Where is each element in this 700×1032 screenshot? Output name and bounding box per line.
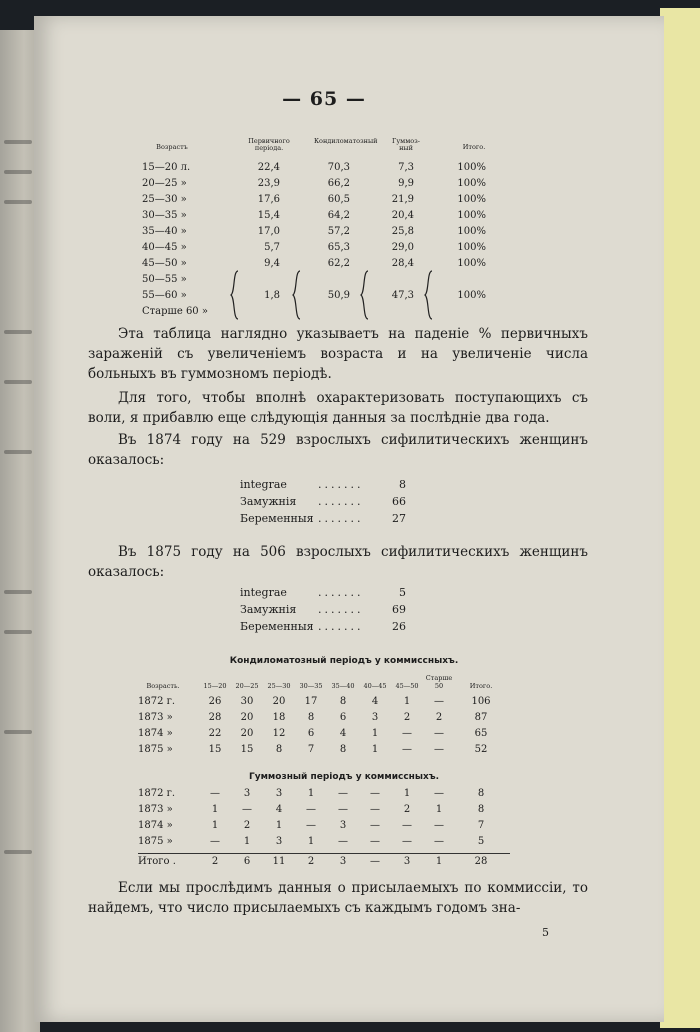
row-year: 1875 » xyxy=(138,836,173,847)
cell: — xyxy=(370,804,380,815)
paragraph-2: Для того, чтобы вполнѣ охарактеризовать поступающихъ съ воли, я прибавлю еще слѣдующія данныя за послѣдніе два года. xyxy=(88,390,588,426)
cell: 2 xyxy=(435,712,443,723)
row-total: 100% xyxy=(457,210,486,221)
item-value: 69 xyxy=(392,603,406,616)
table-row xyxy=(134,226,534,241)
cell: 1 xyxy=(243,836,251,847)
cell: 12 xyxy=(272,728,286,739)
row-total: 100% xyxy=(457,290,486,301)
row-condyloma: 57,2 xyxy=(327,226,350,237)
row-age: 50—55 » xyxy=(142,274,187,285)
cell: 1 xyxy=(435,804,443,815)
row-gumma: 47,3 xyxy=(391,290,414,301)
row-primary: 23,9 xyxy=(257,178,280,189)
cell: 30 xyxy=(240,696,254,707)
item-label: Беременныя xyxy=(240,620,314,633)
row-total: 100% xyxy=(457,226,486,237)
table-row xyxy=(138,788,558,803)
cell: 1 xyxy=(371,728,379,739)
cell: 1 xyxy=(211,804,219,815)
cell: 15 xyxy=(240,744,254,755)
row-condyloma: 66,2 xyxy=(327,178,350,189)
cell: 52 xyxy=(474,744,488,755)
table-row xyxy=(138,744,558,759)
left-brace-total xyxy=(424,270,434,320)
row-age: 15—20 л. xyxy=(142,162,191,173)
row-gumma: 9,9 xyxy=(398,178,414,189)
row-year: 1874 » xyxy=(138,728,173,739)
col-header: 35—40 xyxy=(331,682,355,690)
cell: 2 xyxy=(307,856,315,867)
row-total: 100% xyxy=(457,194,486,205)
cell: 4 xyxy=(339,728,347,739)
cell: — xyxy=(210,836,220,847)
row-age: 35—40 » xyxy=(142,226,187,237)
cell: 87 xyxy=(474,712,488,723)
cell: 6 xyxy=(339,712,347,723)
item-value: 27 xyxy=(392,512,406,525)
table-row xyxy=(134,290,534,305)
table-row xyxy=(134,274,534,289)
table2-caption: Кондиломатозный періодъ у коммиссныхъ. xyxy=(229,656,459,666)
row-primary: 17,0 xyxy=(257,226,280,237)
cell: — xyxy=(370,820,380,831)
row-condyloma: 50,9 xyxy=(327,290,350,301)
cell: 4 xyxy=(275,804,283,815)
col-header-gumma: Гуммоз-ный xyxy=(392,137,420,152)
cell: — xyxy=(370,788,380,799)
cell: — xyxy=(434,744,444,755)
paragraph-3: Въ 1874 году на 529 взрослыхъ сифилитическихъ женщинъ оказалось: xyxy=(88,432,588,468)
cell: 1 xyxy=(211,820,219,831)
cell: 2 xyxy=(211,856,219,867)
table-row xyxy=(134,162,534,177)
row-condyloma: 65,3 xyxy=(327,242,350,253)
cell: — xyxy=(434,836,444,847)
table-row xyxy=(138,712,558,727)
cell: 7 xyxy=(477,820,485,831)
row-primary: 17,6 xyxy=(257,194,280,205)
row-primary: 5,7 xyxy=(264,242,280,253)
item-label: integrae xyxy=(240,478,287,491)
cell: 20 xyxy=(240,712,254,723)
table-row xyxy=(134,258,534,273)
paragraph-5: Если мы прослѣдимъ данныя о присылаемыхъ по коммиссіи, то найдемъ, что число присылаемыхъ съ каждымъ годомъ зна- xyxy=(88,880,588,916)
row-total: 100% xyxy=(457,178,486,189)
cell: 1 xyxy=(307,788,315,799)
cell: 28 xyxy=(474,856,488,867)
cell: — xyxy=(338,788,348,799)
table-row xyxy=(138,696,558,711)
cell: — xyxy=(370,856,380,867)
col-header: 15—20 xyxy=(203,682,227,690)
signature-mark: 5 xyxy=(542,926,549,939)
row-age: 20—25 » xyxy=(142,178,187,189)
row-total: 100% xyxy=(457,258,486,269)
list-1875 xyxy=(240,586,440,637)
col-header: Возрасть. xyxy=(146,682,180,690)
cell: — xyxy=(370,836,380,847)
cell: 3 xyxy=(339,820,347,831)
cell: 1 xyxy=(435,856,443,867)
row-condyloma: 62,2 xyxy=(327,258,350,269)
table-row xyxy=(134,210,534,225)
cell: — xyxy=(434,728,444,739)
left-brace-gumma xyxy=(360,270,370,320)
row-gumma: 21,9 xyxy=(391,194,414,205)
col-header-primary: Первичного періода. xyxy=(248,137,290,152)
cell: 5 xyxy=(477,836,485,847)
cell: — xyxy=(402,728,412,739)
cell: 8 xyxy=(477,804,485,815)
cell: — xyxy=(434,788,444,799)
cell: 3 xyxy=(243,788,251,799)
table-row xyxy=(138,836,558,851)
total-rule xyxy=(138,853,510,854)
list-1874 xyxy=(240,478,440,529)
col-header: Итого. xyxy=(469,682,493,690)
paragraph-1: Эта таблица наглядно указываетъ на паденіе % первичныхъ зараженій съ увеличеніемъ возраста и на увеличеніе числа больныхъ въ гуммозномъ періодѣ. xyxy=(88,326,588,382)
cell: 1 xyxy=(307,836,315,847)
cell: — xyxy=(402,744,412,755)
list-item: Беременныя ....... 26 xyxy=(240,620,406,633)
cell: 15 xyxy=(208,744,222,755)
row-age: Старше 60 » xyxy=(142,306,208,317)
row-year: 1875 » xyxy=(138,744,173,755)
list-item: Беременныя ....... 27 xyxy=(240,512,406,525)
cell: — xyxy=(402,820,412,831)
item-label: integrae xyxy=(240,586,287,599)
cell: 20 xyxy=(240,728,254,739)
page-number: — 65 — xyxy=(282,88,366,110)
cell: 1 xyxy=(275,820,283,831)
cell: 1 xyxy=(403,788,411,799)
cell: 8 xyxy=(307,712,315,723)
cell: 7 xyxy=(307,744,315,755)
row-age: 25—30 » xyxy=(142,194,187,205)
row-year: 1873 » xyxy=(138,712,173,723)
col-header: Старше 50 xyxy=(425,674,453,690)
cell: — xyxy=(338,804,348,815)
cell: 22 xyxy=(208,728,222,739)
col-header: 30—35 xyxy=(299,682,323,690)
row-year: 1874 » xyxy=(138,820,173,831)
cell: 17 xyxy=(304,696,318,707)
cell: 3 xyxy=(275,836,283,847)
cell: 18 xyxy=(272,712,286,723)
cell: — xyxy=(306,820,316,831)
item-value: 8 xyxy=(399,478,406,491)
list-item: integrae ....... 8 xyxy=(240,478,406,491)
cell: — xyxy=(338,836,348,847)
cell: — xyxy=(210,788,220,799)
table-row xyxy=(138,728,558,743)
row-year: 1873 » xyxy=(138,804,173,815)
row-condyloma: 64,2 xyxy=(327,210,350,221)
cell: 28 xyxy=(208,712,222,723)
cell: 2 xyxy=(403,712,411,723)
cell: 26 xyxy=(208,696,222,707)
cell: 2 xyxy=(403,804,411,815)
row-gumma: 28,4 xyxy=(391,258,414,269)
table-row xyxy=(134,194,534,209)
col-header: 40—45 xyxy=(363,682,387,690)
row-age: 30—35 » xyxy=(142,210,187,221)
cell: 3 xyxy=(371,712,379,723)
col-header-condyloma: Кондиломатозный xyxy=(314,137,378,145)
item-value: 5 xyxy=(399,586,406,599)
list-item: integrae ....... 5 xyxy=(240,586,406,599)
row-age: 55—60 » xyxy=(142,290,187,301)
item-label: Замужнія xyxy=(240,495,297,508)
table-row xyxy=(134,178,534,193)
cell: 2 xyxy=(243,820,251,831)
cell: 6 xyxy=(307,728,315,739)
col-header: 25—30 xyxy=(267,682,291,690)
cell: 8 xyxy=(339,744,347,755)
table-row xyxy=(138,804,558,819)
cell: — xyxy=(434,696,444,707)
row-primary: 1,8 xyxy=(264,290,280,301)
cell: 8 xyxy=(477,788,485,799)
item-value: 66 xyxy=(392,495,406,508)
table-row xyxy=(134,306,534,321)
row-condyloma: 60,5 xyxy=(327,194,350,205)
col-header: 20—25 xyxy=(235,682,259,690)
row-gumma: 29,0 xyxy=(391,242,414,253)
cell: 65 xyxy=(474,728,488,739)
row-condyloma: 70,3 xyxy=(327,162,350,173)
cell: 4 xyxy=(371,696,379,707)
row-total: 100% xyxy=(457,162,486,173)
list-item: Замужнія ....... 69 xyxy=(240,603,406,616)
row-gumma: 20,4 xyxy=(391,210,414,221)
item-label: Замужнія xyxy=(240,603,297,616)
row-gumma: 7,3 xyxy=(398,162,414,173)
row-year: 1872 г. xyxy=(138,788,176,799)
cell: 8 xyxy=(275,744,283,755)
item-label: Беременныя xyxy=(240,512,314,525)
col-header: 45—50 xyxy=(395,682,419,690)
item-value: 26 xyxy=(392,620,406,633)
paragraph-4: Въ 1875 году на 506 взрослыхъ сифилитическихъ женщинъ оказалось: xyxy=(88,544,588,580)
cell: — xyxy=(242,804,252,815)
cell: 1 xyxy=(371,744,379,755)
cell: 6 xyxy=(243,856,251,867)
cell: — xyxy=(402,836,412,847)
table3-caption: Гуммозный періодъ у коммиссныхъ. xyxy=(248,772,440,782)
cell: 8 xyxy=(339,696,347,707)
row-primary: 9,4 xyxy=(264,258,280,269)
table-total-row xyxy=(138,856,558,871)
row-total: 100% xyxy=(457,242,486,253)
cell: 20 xyxy=(272,696,286,707)
col-header-total: Итого. xyxy=(462,143,486,151)
cell: — xyxy=(434,820,444,831)
table-row xyxy=(138,820,558,835)
row-year: Итого . xyxy=(138,856,176,867)
document-page xyxy=(34,16,664,1022)
cell: 1 xyxy=(403,696,411,707)
cell: 3 xyxy=(339,856,347,867)
cell: 11 xyxy=(272,856,286,867)
left-brace-primary xyxy=(230,270,240,320)
list-item: Замужнія ....... 66 xyxy=(240,495,406,508)
cell: — xyxy=(306,804,316,815)
table-row xyxy=(134,242,534,257)
left-brace-condyloma xyxy=(292,270,302,320)
book-edge-strip xyxy=(660,8,700,1028)
row-age: 40—45 » xyxy=(142,242,187,253)
cell: 3 xyxy=(403,856,411,867)
cell: 106 xyxy=(471,696,491,707)
row-gumma: 25,8 xyxy=(391,226,414,237)
cell: 3 xyxy=(275,788,283,799)
row-primary: 22,4 xyxy=(257,162,280,173)
row-age: 45—50 » xyxy=(142,258,187,269)
row-year: 1872 г. xyxy=(138,696,176,707)
col-header-age: Возрастъ xyxy=(156,143,188,151)
row-primary: 15,4 xyxy=(257,210,280,221)
